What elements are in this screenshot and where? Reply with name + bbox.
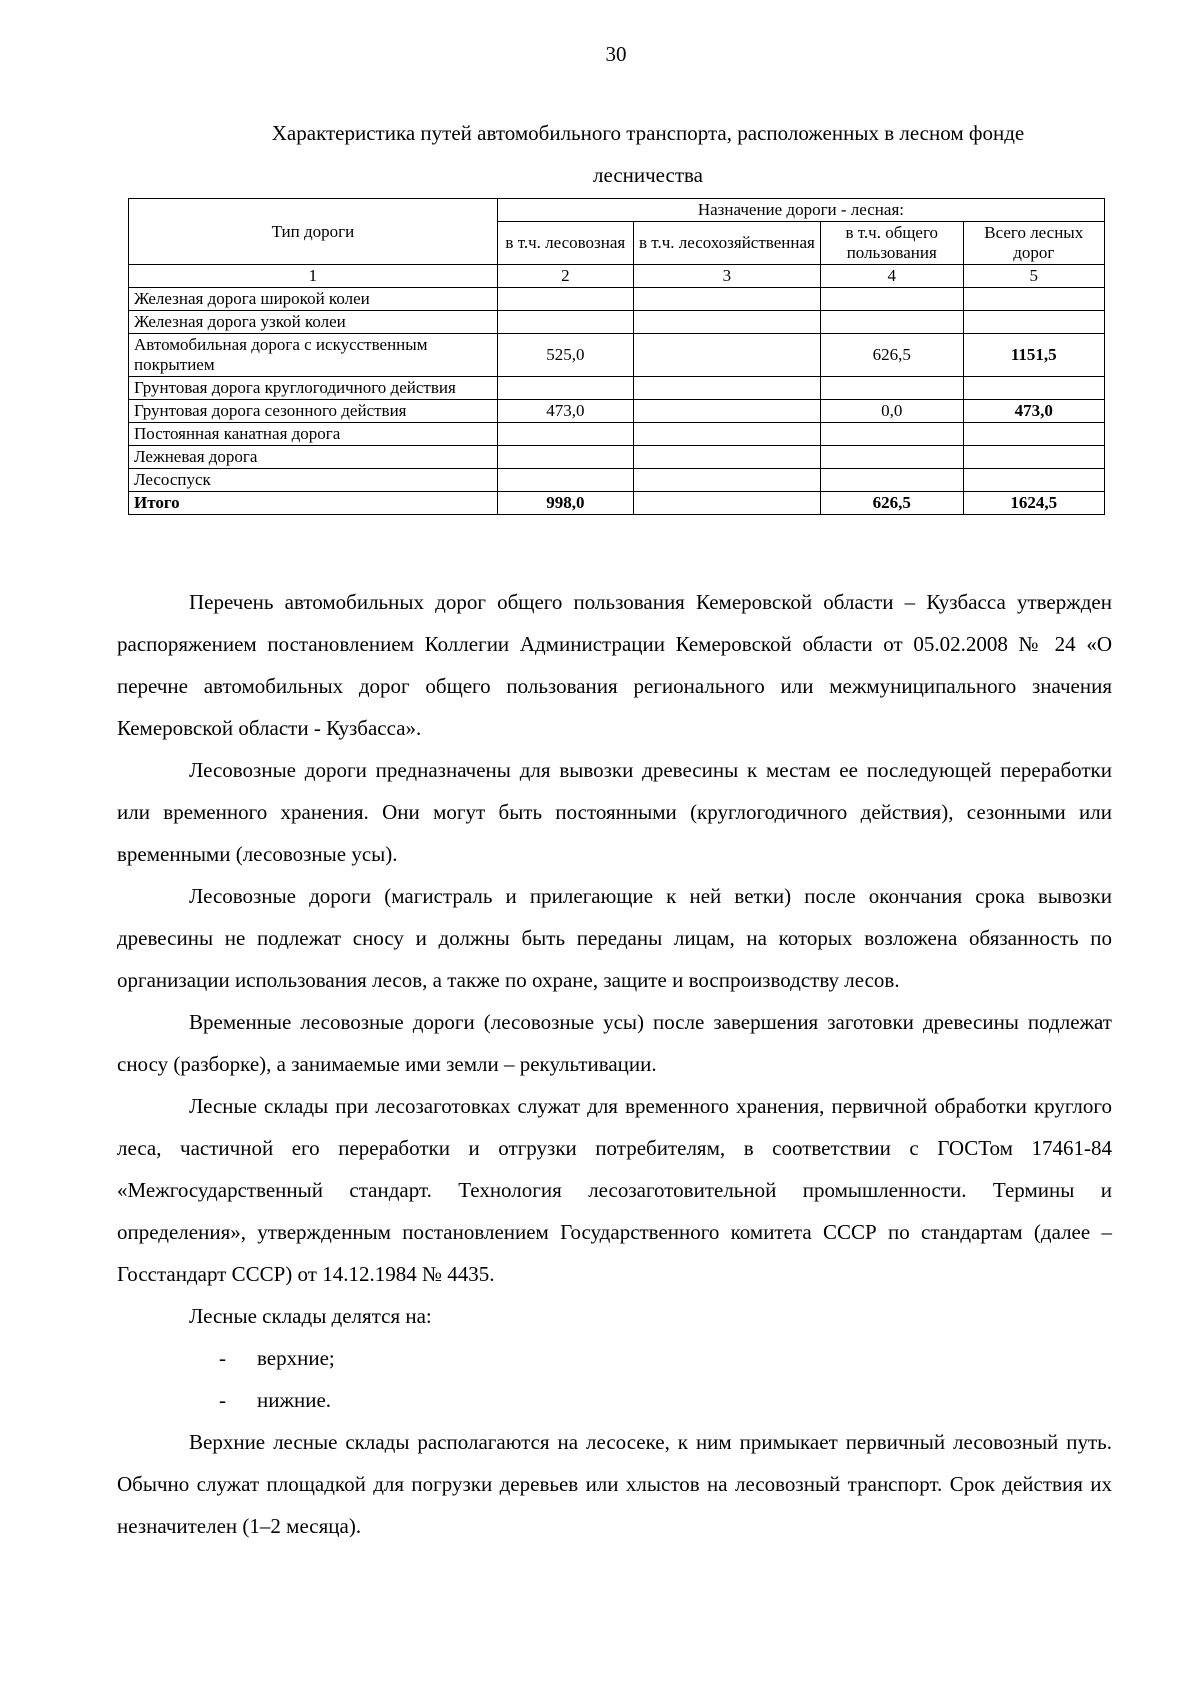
list-dash: - — [219, 1388, 226, 1412]
paragraph: Лесные склады при лесозаготовках служат для временного хранения, первичной обработки круглого леса, частичной его переработки и отгрузки потребителям, в соответствии с ГОСТом 17461-84 «Межгосударственный стандарт. Технология лесозаготовительной промышленности. Термины и определения», утвержденным постановлением Государственного комитета СССР по стандартам (далее – Госстандарт СССР) от 14.12.1984 № 4435. — [117, 1094, 1112, 1286]
list-item-text: верхние; — [257, 1346, 335, 1370]
header-road-purpose: Назначение дороги - лесная: — [497, 199, 1104, 222]
forestry-cell — [633, 334, 820, 377]
table-row — [129, 469, 1105, 492]
table-row — [129, 311, 1105, 334]
logging-cell — [497, 377, 633, 400]
road-type-cell: Лесоспуск — [129, 469, 498, 492]
forestry-cell — [633, 288, 820, 311]
table-row — [129, 423, 1105, 446]
total-label: Итого — [129, 492, 498, 515]
public-cell: 626,5 — [820, 334, 963, 377]
logging-cell — [497, 423, 633, 446]
logging-cell — [497, 288, 633, 311]
roads-table — [128, 198, 1105, 515]
table-row — [129, 400, 1105, 423]
total-cell — [963, 423, 1104, 446]
total-logging: 998,0 — [497, 492, 633, 515]
header-road-type: Тип дороги — [129, 199, 498, 265]
logging-cell: 525,0 — [497, 334, 633, 377]
total-cell: 473,0 — [963, 400, 1104, 423]
public-cell — [820, 288, 963, 311]
total-cell — [963, 311, 1104, 334]
column-number: 3 — [633, 265, 820, 288]
road-type-cell: Грунтовая дорога круглогодичного действия — [129, 377, 498, 400]
list-item-text: нижние. — [257, 1388, 332, 1412]
paragraph: Лесные склады делятся на: — [189, 1304, 432, 1328]
header-logging: в т.ч. лесовозная — [497, 222, 633, 265]
logging-cell — [497, 469, 633, 492]
public-cell: 0,0 — [820, 400, 963, 423]
road-type-cell: Грунтовая дорога сезонного действия — [129, 400, 498, 423]
public-cell — [820, 446, 963, 469]
table-row — [129, 377, 1105, 400]
total-cell — [963, 469, 1104, 492]
table-row — [129, 334, 1105, 377]
header-forestry: в т.ч. лесохозяйственная — [633, 222, 820, 265]
public-cell — [820, 377, 963, 400]
list-item — [117, 1337, 1112, 1379]
title-line-2: лесничества — [593, 163, 703, 187]
road-type-cell: Железная дорога узкой колеи — [129, 311, 498, 334]
road-type-cell: Автомобильная дорога с искусственным покрытием — [129, 334, 498, 377]
paragraph: Верхние лесные склады располагаются на лесосеке, к ним примыкает первичный лесовозный путь. Обычно служат площадкой для погрузки деревьев или хлыстов на лесовозный транспорт. Срок действия их незначителен (1–2 месяца). — [117, 1430, 1112, 1538]
forestry-cell — [633, 423, 820, 446]
list-dash: - — [219, 1346, 226, 1370]
column-number-row — [129, 265, 1105, 288]
forestry-cell — [633, 377, 820, 400]
total-row — [129, 492, 1105, 515]
header-public: в т.ч. общего пользования — [820, 222, 963, 265]
total-cell — [963, 446, 1104, 469]
paragraph: Лесовозные дороги (магистраль и прилегающие к ней ветки) после окончания срока вывозки древесины не подлежат сносу и должны быть переданы лицам, на которых возложена обязанность по организации использования лесов, а также по охране, защите и воспроизводству лесов. — [117, 884, 1112, 992]
total-all: 1624,5 — [963, 492, 1104, 515]
list-item — [117, 1379, 1112, 1421]
logging-cell: 473,0 — [497, 400, 633, 423]
public-cell — [820, 469, 963, 492]
forestry-cell — [633, 446, 820, 469]
table-row — [129, 288, 1105, 311]
title-line-1: Характеристика путей автомобильного транспорта, расположенных в лесном фонде — [271, 121, 1025, 145]
road-type-cell: Железная дорога широкой колеи — [129, 288, 498, 311]
forestry-cell — [633, 311, 820, 334]
logging-cell — [497, 446, 633, 469]
road-type-cell: Постоянная канатная дорога — [129, 423, 498, 446]
table-header-row — [129, 199, 1105, 222]
document-title — [208, 112, 1088, 196]
table-row — [129, 446, 1105, 469]
paragraph: Временные лесовозные дороги (лесовозные усы) после завершения заготовки древесины подлежат сносу (разборке), а занимаемые ими земли – рекультивации. — [117, 1010, 1112, 1076]
forestry-cell — [633, 400, 820, 423]
logging-cell — [497, 311, 633, 334]
column-number: 1 — [129, 265, 498, 288]
column-number: 4 — [820, 265, 963, 288]
header-total: Всего лесных дорог — [963, 222, 1104, 265]
public-cell — [820, 311, 963, 334]
total-forestry — [633, 492, 820, 515]
total-cell: 1151,5 — [963, 334, 1104, 377]
total-public: 626,5 — [820, 492, 963, 515]
paragraph: Лесовозные дороги предназначены для вывозки древесины к местам ее последующей переработки или временного хранения. Они могут быть постоянными (круглогодичного действия), сезонными или временными (лесовозные усы). — [117, 758, 1112, 866]
total-cell — [963, 288, 1104, 311]
body-text — [117, 581, 1112, 1547]
public-cell — [820, 423, 963, 446]
total-cell — [963, 377, 1104, 400]
column-number: 2 — [497, 265, 633, 288]
paragraph: Перечень автомобильных дорог общего пользования Кемеровской области – Кузбасса утвержден распоряжением постановлением Коллегии Администрации Кемеровской области от 05.02.2008 № 24 «О перечне автомобильных дорог общего пользования регионального или межмуниципального значения Кемеровской области - Кузбасса». — [117, 590, 1112, 740]
column-number: 5 — [963, 265, 1104, 288]
road-type-cell: Лежневая дорога — [129, 446, 498, 469]
forestry-cell — [633, 469, 820, 492]
page-number: 30 — [605, 42, 627, 66]
